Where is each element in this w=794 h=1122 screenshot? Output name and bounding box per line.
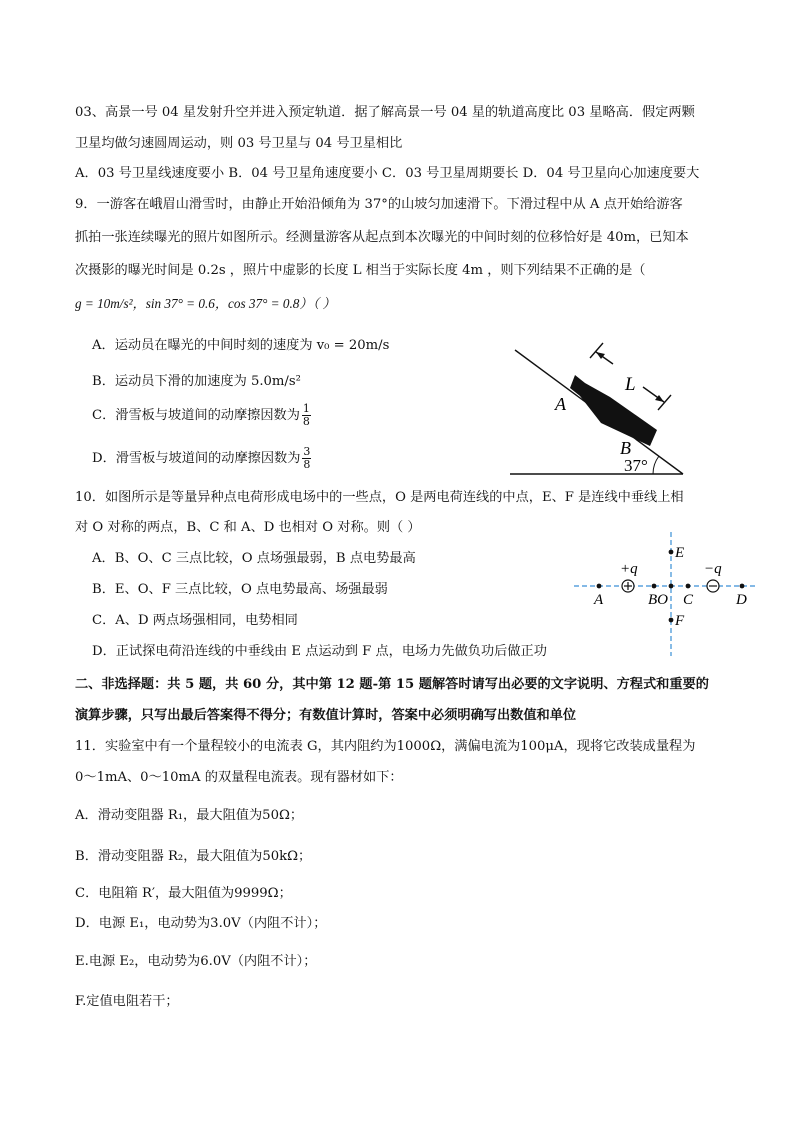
q9-option-c-text: C．滑雪板与坡道间的动摩擦因数为 [92,407,300,423]
q9-stem-line4: g = 10m/s²，sin 37° = 0.6，cos 37° = 0.8）（ ） [75,296,336,311]
q9-option-c [92,403,311,428]
point-F [669,618,674,623]
point-O [669,584,674,589]
point-A [597,584,602,589]
label-BO: BO [648,592,668,608]
q9-option-b: B．运动员下滑的加速度为 5.0m/s² [92,374,301,389]
q11-item-c: C．电阻箱 R′，最大阻值为9999Ω； [75,886,292,901]
q9-stem-line1: 9．一游客在峨眉山滑雪时，由静止开始沿倾角为 37°的山坡匀加速滑下。下滑过程中从 A 点开始给游客 [75,197,683,212]
label-minus-q: −q [704,561,722,577]
point-B [652,584,657,589]
q11-item-d: D．电源 E₁，电动势为3.0V（内阻不计）； [75,916,327,931]
slope-label-A: A [555,394,566,414]
point-E [669,550,674,555]
q9-option-d-denominator: 8 [303,458,311,471]
q9-option-a: A．运动员在曝光的中间时刻的速度为 v₀ = 20m/s [92,338,390,353]
q8-options: A．03 号卫星线速度要小 B．04 号卫星角速度要小 C．03 号卫星周期要长 D．04 号卫星向心加速度要大 [75,166,700,181]
q10-option-d: D．正试探电荷沿连线的中垂线由 E 点运动到 F 点，电场力先做负功后做正功 [92,644,547,659]
point-D [740,584,745,589]
slope-angle-label: 37° [624,456,648,475]
angle-arc [653,456,659,474]
q9-option-c-fraction [302,403,311,428]
q9-option-d-fraction [302,446,311,471]
q10-option-b: B．E、O、F 三点比较，O 点电势最高、场强最弱 [92,582,388,597]
q11-item-a: A．滑动变阻器 R₁，最大阻值为50Ω； [75,808,304,823]
q9-option-d [92,446,311,471]
label-plus-q: +q [620,561,638,577]
q10-stem-line1: 10．如图所示是等量异种点电荷形成电场中的一些点，O 是两电荷连线的中点，E、F 是连线中垂线上相 [75,490,684,505]
section2-heading-line1: 二、非选择题：共 5 题，共 60 分，其中第 12 题-第 15 题解答时请写出必要的文字说明、方程式和重要的 [75,677,709,692]
label-E: E [675,545,685,561]
q10-stem-line2: 对 O 对称的两点，B、C 和 A、D 也相对 O 对称。则（ ） [75,520,421,535]
point-C [686,584,691,589]
section2-heading-line2: 演算步骤，只写出最后答案得不得分；有数值计算时，答案中必须明确写出数值和单位 [75,708,577,723]
label-C: C [683,592,694,608]
q9-option-d-numerator: 3 [303,445,311,458]
slope-label-L: L [625,374,636,395]
q11-item-b: B．滑动变阻器 R₂，最大阻值为50kΩ； [75,849,312,864]
q9-option-c-denominator: 8 [302,415,310,428]
q10-option-a: A．B、O、C 三点比较，O 点场强最弱，B 点电势最高 [92,551,416,566]
q10-option-c: C．A、D 两点场强相同，电势相同 [92,613,298,628]
skier-blur-shape [570,375,657,446]
q9-option-d-text: D．滑雪板与坡道间的动摩擦因数为 [92,450,301,466]
q11-item-f: F.定值电阻若干； [75,994,179,1009]
charge-figure [570,528,770,660]
q9-stem-line2: 抓拍一张连续曝光的照片如图所示。经测量游客从起点到本次曝光的中间时刻的位移恰好是 40m，已知本 [75,230,689,245]
q8-stem-line1: 03、高景一号 04 星发射升空并进入预定轨道．据了解高景一号 04 星的轨道高度比 03 星略高．假定两颗 [75,105,695,120]
q9-stem-line3: 次摄影的曝光时间是 0.2s ，照片中虚影的长度 L 相当于实际长度 4m ，则下列结果不正确的是（ [75,263,646,278]
q11-item-e: E.电源 E₂，电动势为6.0V（内阻不计）； [75,954,317,969]
slope-figure [505,340,690,480]
q8-stem-line2: 卫星均做匀速圆周运动，则 03 号卫星与 04 号卫星相比 [75,136,403,151]
label-A: A [594,592,604,608]
q11-stem-line1: 11．实验室中有一个量程较小的电流表 G，其内阻约为1000Ω，满偏电流为100μA，现将它改装成量程为 [75,739,696,754]
negative-charge-icon [707,580,719,592]
label-D: D [736,592,747,608]
q11-stem-line2: 0～1mA、0～10mA 的双量程电流表。现有器材如下： [75,770,403,785]
slope-label-B: B [620,438,631,458]
positive-charge-icon [622,580,634,592]
q9-option-c-numerator: 1 [302,402,310,415]
label-F: F [675,613,685,629]
